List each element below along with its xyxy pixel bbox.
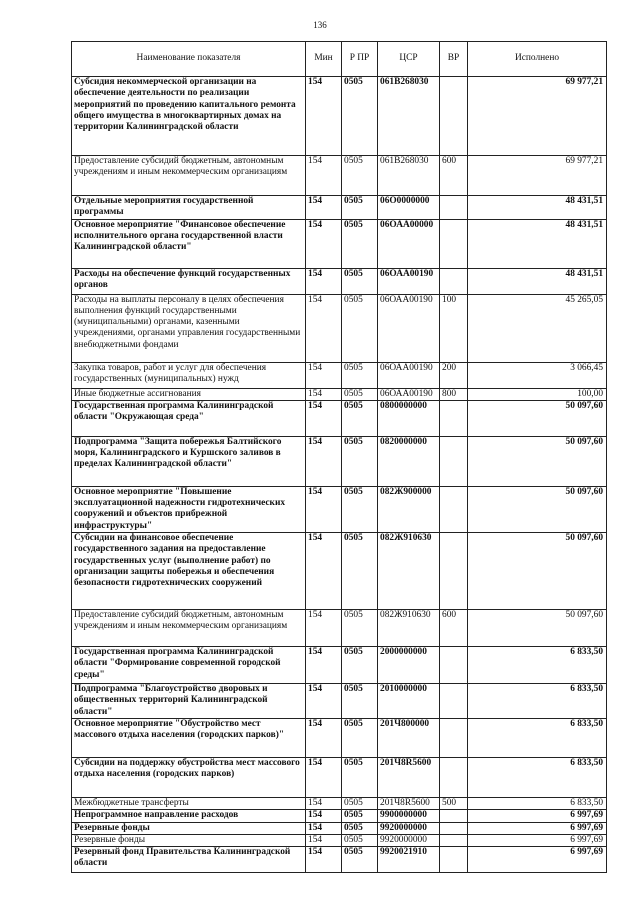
table-row — [72, 268, 607, 294]
cell-rpr: 0505 — [342, 294, 378, 362]
cell-rpr: 0505 — [342, 400, 378, 436]
cell-rpr: 0505 — [342, 647, 378, 684]
cell-name: Подпрограмма "Благоустройство дворовых и общественных территорий Калининградской области" — [72, 684, 306, 719]
table-row — [72, 847, 607, 873]
cell-exec: 6 833,50 — [468, 797, 607, 809]
cell-exec: 3 066,45 — [468, 362, 607, 388]
cell-name: Расходы на выплаты персоналу в целях обеспечения выполнения функций государственными (муниципальными) органами, казенными учреждениями, органами управления государственными внебюджетными фондами — [72, 294, 306, 362]
cell-rpr: 0505 — [342, 684, 378, 719]
cell-vr — [440, 486, 468, 532]
cell-exec: 6 833,50 — [468, 684, 607, 719]
cell-csr: 06ОАА00190 — [378, 268, 440, 294]
cell-vr: 600 — [440, 156, 468, 196]
cell-csr: 201Ч800000 — [378, 718, 440, 757]
cell-rpr: 0505 — [342, 156, 378, 196]
cell-name: Подпрограмма "Защита побережья Балтийского моря, Калининградского и Куршского заливов в пределах Калининградской области" — [72, 436, 306, 486]
cell-rpr: 0505 — [342, 822, 378, 834]
cell-min: 154 — [306, 486, 342, 532]
cell-vr — [440, 822, 468, 834]
cell-csr: 9920000000 — [378, 822, 440, 834]
cell-name: Межбюджетные трансферты — [72, 797, 306, 809]
table-body — [72, 77, 607, 873]
cell-min: 154 — [306, 268, 342, 294]
cell-name: Государственная программа Калининградской области "Окружающая среда" — [72, 400, 306, 436]
cell-name: Расходы на обеспечение функций государственных органов — [72, 268, 306, 294]
table-row — [72, 77, 607, 156]
cell-csr: 9920021910 — [378, 847, 440, 873]
cell-rpr: 0505 — [342, 810, 378, 822]
cell-csr: 082Ж910630 — [378, 610, 440, 647]
cell-rpr: 0505 — [342, 797, 378, 809]
cell-vr — [440, 810, 468, 822]
cell-csr: 2000000000 — [378, 647, 440, 684]
cell-exec: 48 431,51 — [468, 219, 607, 268]
cell-exec: 6 997,69 — [468, 847, 607, 873]
table-row — [72, 400, 607, 436]
expenditure-table — [71, 41, 607, 873]
cell-exec: 48 431,51 — [468, 268, 607, 294]
cell-exec: 69 977,21 — [468, 156, 607, 196]
cell-rpr: 0505 — [342, 486, 378, 532]
table-row — [72, 156, 607, 196]
cell-vr — [440, 533, 468, 610]
cell-min: 154 — [306, 156, 342, 196]
cell-csr: 9900000000 — [378, 810, 440, 822]
cell-csr: 2010000000 — [378, 684, 440, 719]
cell-exec: 6 997,69 — [468, 810, 607, 822]
cell-csr: 9920000000 — [378, 834, 440, 846]
cell-rpr: 0505 — [342, 718, 378, 757]
cell-min: 154 — [306, 757, 342, 797]
header-exec: Исполнено — [468, 42, 607, 77]
cell-exec: 50 097,60 — [468, 436, 607, 486]
cell-vr: 600 — [440, 610, 468, 647]
table-row — [72, 219, 607, 268]
table-row — [72, 810, 607, 822]
cell-name: Резервные фонды — [72, 834, 306, 846]
cell-csr: 061В268030 — [378, 156, 440, 196]
cell-name: Государственная программа Калининградской области "Формирование современной городской среды" — [72, 647, 306, 684]
cell-csr: 0800000000 — [378, 400, 440, 436]
cell-min: 154 — [306, 196, 342, 220]
cell-vr — [440, 196, 468, 220]
table-row — [72, 486, 607, 532]
cell-vr — [440, 400, 468, 436]
cell-rpr: 0505 — [342, 757, 378, 797]
cell-csr: 06ОАА00190 — [378, 388, 440, 400]
cell-name: Закупка товаров, работ и услуг для обеспечения государственных (муниципальных) нужд — [72, 362, 306, 388]
cell-name: Резервный фонд Правительства Калининградской области — [72, 847, 306, 873]
cell-exec: 6 833,50 — [468, 757, 607, 797]
cell-min: 154 — [306, 822, 342, 834]
cell-vr — [440, 268, 468, 294]
cell-exec: 6 997,69 — [468, 822, 607, 834]
cell-name: Отдельные мероприятия государственной программы — [72, 196, 306, 220]
cell-rpr: 0505 — [342, 610, 378, 647]
header-rpr: Р ПР — [342, 42, 378, 77]
header-csr: ЦСР — [378, 42, 440, 77]
table-row — [72, 822, 607, 834]
cell-csr: 06ОАА00190 — [378, 362, 440, 388]
cell-csr: 06О0000000 — [378, 196, 440, 220]
cell-rpr: 0505 — [342, 834, 378, 846]
cell-exec: 100,00 — [468, 388, 607, 400]
cell-name: Основное мероприятие "Финансовое обеспечение исполнительного органа государственной власти Калининградской области" — [72, 219, 306, 268]
cell-min: 154 — [306, 362, 342, 388]
table-row — [72, 436, 607, 486]
cell-csr: 06ОАА00190 — [378, 294, 440, 362]
cell-min: 154 — [306, 77, 342, 156]
table-row — [72, 533, 607, 610]
cell-vr — [440, 684, 468, 719]
cell-rpr: 0505 — [342, 77, 378, 156]
cell-vr — [440, 834, 468, 846]
cell-rpr: 0505 — [342, 219, 378, 268]
cell-name: Иные бюджетные ассигнования — [72, 388, 306, 400]
cell-vr — [440, 647, 468, 684]
cell-name: Субсидии на поддержку обустройства мест массового отдыха населения (городских парков) — [72, 757, 306, 797]
table-row — [72, 684, 607, 719]
cell-min: 154 — [306, 400, 342, 436]
cell-exec: 6 997,69 — [468, 834, 607, 846]
cell-min: 154 — [306, 797, 342, 809]
cell-rpr: 0505 — [342, 533, 378, 610]
cell-exec: 50 097,60 — [468, 400, 607, 436]
cell-min: 154 — [306, 436, 342, 486]
cell-rpr: 0505 — [342, 847, 378, 873]
cell-rpr: 0505 — [342, 436, 378, 486]
cell-name: Непрограммное направление расходов — [72, 810, 306, 822]
cell-exec: 50 097,60 — [468, 533, 607, 610]
cell-csr: 201Ч8R5600 — [378, 797, 440, 809]
table-row — [72, 362, 607, 388]
cell-min: 154 — [306, 219, 342, 268]
cell-min: 154 — [306, 810, 342, 822]
cell-rpr: 0505 — [342, 268, 378, 294]
table-row — [72, 610, 607, 647]
cell-min: 154 — [306, 533, 342, 610]
table-row — [72, 797, 607, 809]
cell-min: 154 — [306, 610, 342, 647]
cell-vr: 800 — [440, 388, 468, 400]
header-vr: ВР — [440, 42, 468, 77]
header-name: Наименование показателя — [72, 42, 306, 77]
header-min: Мин — [306, 42, 342, 77]
cell-vr — [440, 847, 468, 873]
cell-exec: 6 833,50 — [468, 647, 607, 684]
page-number: 136 — [313, 20, 327, 30]
cell-min: 154 — [306, 684, 342, 719]
cell-vr: 100 — [440, 294, 468, 362]
cell-min: 154 — [306, 834, 342, 846]
cell-csr: 082Ж910630 — [378, 533, 440, 610]
cell-name: Субсидия некоммерческой организации на обеспечение деятельности по реализации мероприятий по проведению капитального ремонта общего имущества в многоквартирных домах на территории Калининградской области — [72, 77, 306, 156]
cell-vr — [440, 77, 468, 156]
cell-name: Резервные фонды — [72, 822, 306, 834]
cell-exec: 48 431,51 — [468, 196, 607, 220]
cell-min: 154 — [306, 294, 342, 362]
cell-csr: 082Ж900000 — [378, 486, 440, 532]
cell-exec: 6 833,50 — [468, 718, 607, 757]
table-row — [72, 647, 607, 684]
cell-vr — [440, 718, 468, 757]
cell-min: 154 — [306, 718, 342, 757]
cell-exec: 50 097,60 — [468, 610, 607, 647]
cell-exec: 50 097,60 — [468, 486, 607, 532]
cell-vr — [440, 219, 468, 268]
cell-name: Основное мероприятие "Повышение эксплуатационной надежности гидротехнических сооружений и объектов прибрежной инфраструктуры" — [72, 486, 306, 532]
cell-name: Предоставление субсидий бюджетным, автономным учреждениям и иным некоммерческим организациям — [72, 610, 306, 647]
cell-min: 154 — [306, 647, 342, 684]
cell-exec: 69 977,21 — [468, 77, 607, 156]
cell-csr: 061В268030 — [378, 77, 440, 156]
cell-csr: 06ОАА00000 — [378, 219, 440, 268]
table-row — [72, 294, 607, 362]
cell-min: 154 — [306, 847, 342, 873]
table-header-row — [72, 42, 607, 77]
cell-csr: 0820000000 — [378, 436, 440, 486]
table-row — [72, 196, 607, 220]
cell-vr: 500 — [440, 797, 468, 809]
table-row — [72, 834, 607, 846]
cell-name: Основное мероприятие "Обустройство мест массового отдыха населения (городских парков)" — [72, 718, 306, 757]
table-row — [72, 388, 607, 400]
cell-exec: 45 265,05 — [468, 294, 607, 362]
cell-name: Предоставление субсидий бюджетным, автономным учреждениям и иным некоммерческим организациям — [72, 156, 306, 196]
cell-rpr: 0505 — [342, 362, 378, 388]
cell-vr — [440, 757, 468, 797]
cell-csr: 201Ч8R5600 — [378, 757, 440, 797]
cell-rpr: 0505 — [342, 196, 378, 220]
cell-vr: 200 — [440, 362, 468, 388]
cell-min: 154 — [306, 388, 342, 400]
cell-rpr: 0505 — [342, 388, 378, 400]
cell-name: Субсидии на финансовое обеспечение государственного задания на предоставление государственных услуг (выполнение работ) по организации защиты побережья и обеспечения безопасности гидротехнических сооружений — [72, 533, 306, 610]
table-row — [72, 718, 607, 757]
table-row — [72, 757, 607, 797]
cell-vr — [440, 436, 468, 486]
